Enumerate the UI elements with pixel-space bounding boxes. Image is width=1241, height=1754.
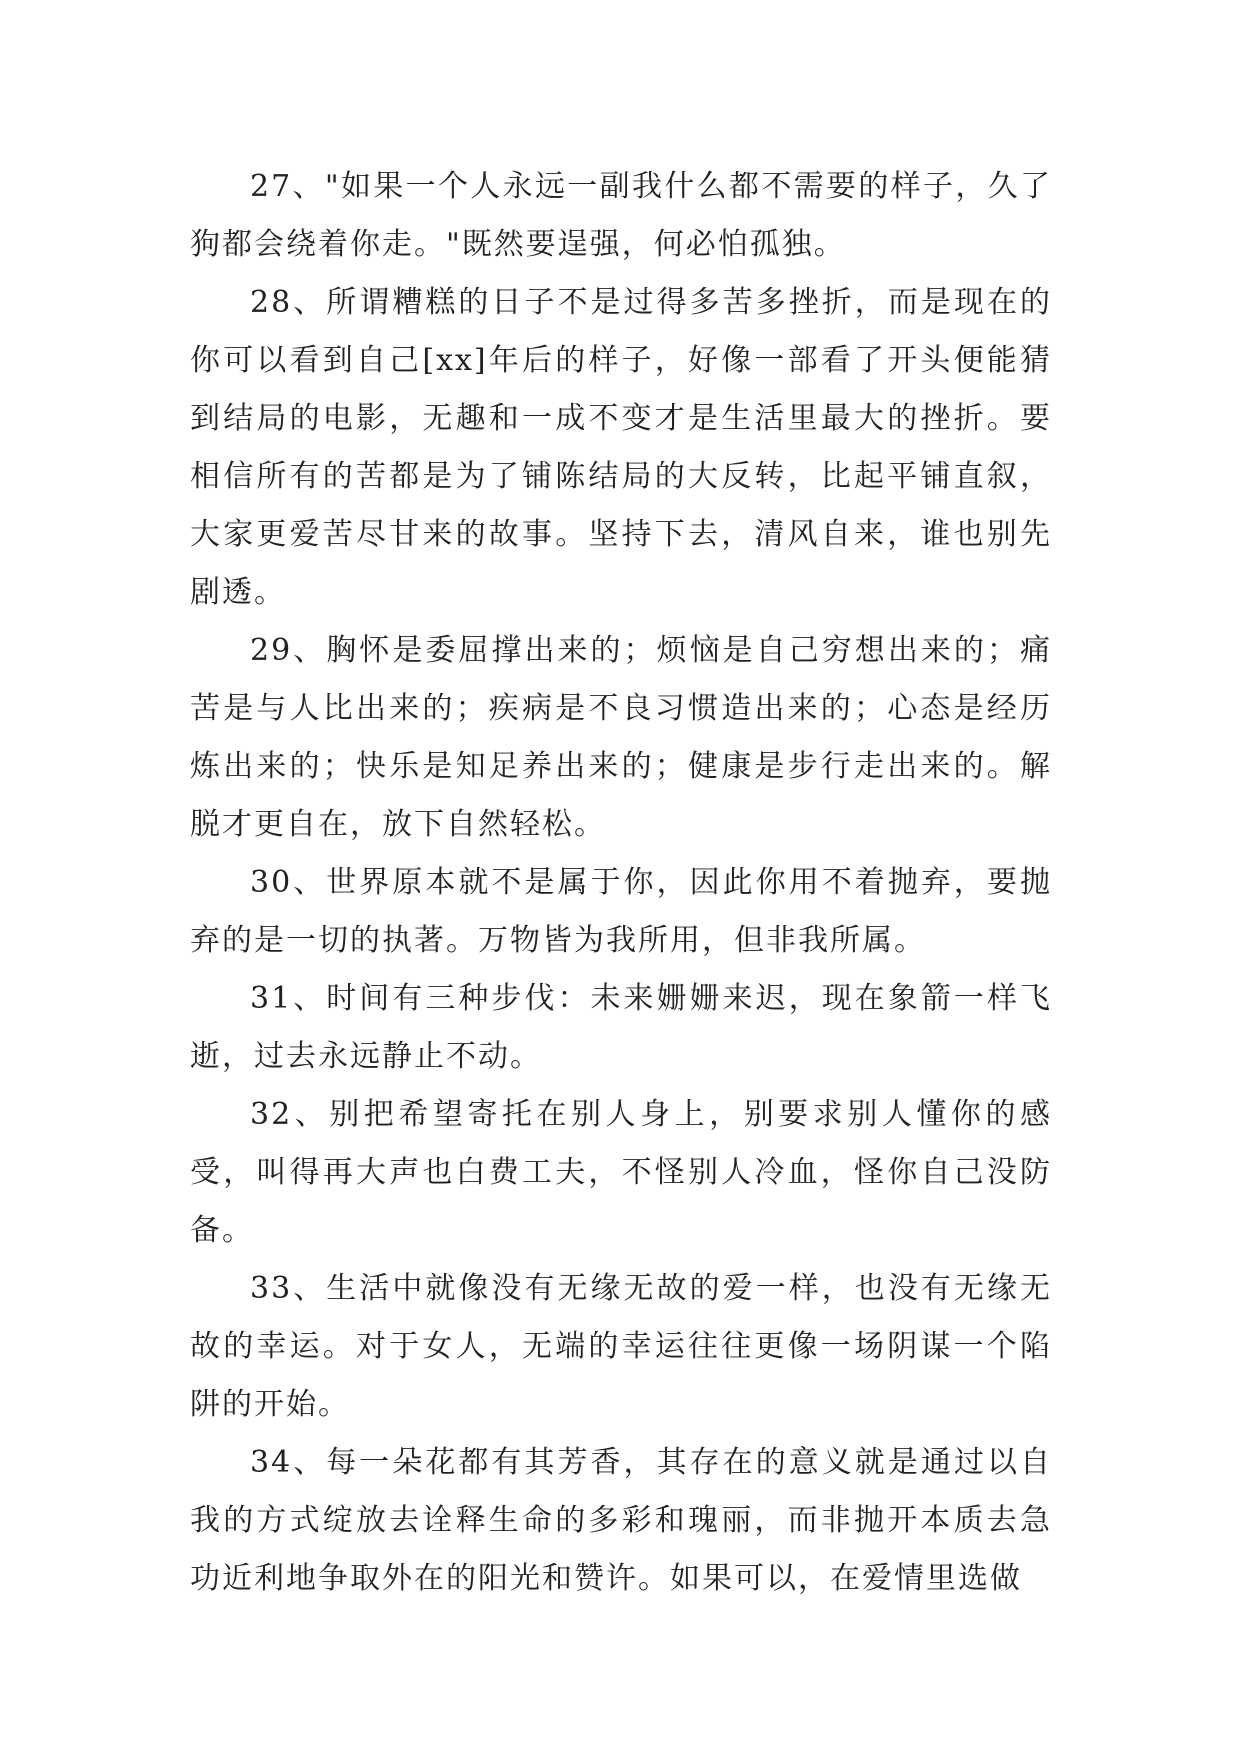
paragraph-34: 34、每一朵花都有其芳香，其存在的意义就是通过以自我的方式绽放去诠释生命的多彩和瑰丽，而非抛开本质去急功近利地争取外在的阳光和赞许。如果可以，在爱情里选做 <box>190 1445 1052 1596</box>
paragraph-29: 29、胸怀是委屈撑出来的；烦恼是自己穷想出来的；痛苦是与人比出来的；疾病是不良习惯造出来的；心态是经历炼出来的；快乐是知足养出来的；健康是步行走出来的。解脱才更自在，放下自然轻松。 <box>190 633 1052 842</box>
paragraph-31: 31、时间有三种步伐：未来姗姗来迟，现在象箭一样飞逝，过去永远静止不动。 <box>190 981 1052 1074</box>
paragraph-30: 30、世界原本就不是属于你，因此你用不着抛弃，要抛弃的是一切的执著。万物皆为我所用，但非我所属。 <box>190 865 1052 958</box>
paragraph-32: 32、别把希望寄托在别人身上，别要求别人懂你的感受，叫得再大声也白费工夫，不怪别人冷血，怪你自己没防备。 <box>190 1097 1052 1248</box>
paragraph-33: 33、生活中就像没有无缘无故的爱一样，也没有无缘无故的幸运。对于女人，无端的幸运往往更像一场阴谋一个陷阱的开始。 <box>190 1271 1052 1422</box>
paragraph-27: 27、"如果一个人永远一副我什么都不需要的样子，久了狗都会绕着你走。"既然要逞强，何必怕孤独。 <box>190 169 1052 262</box>
paragraph-28: 28、所谓糟糕的日子不是过得多苦多挫折，而是现在的你可以看到自己[xx]年后的样子，好像一部看了开头便能猜到结局的电影，无趣和一成不变才是生活里最大的挫折。要相信所有的苦都是为了铺陈结局的大反转，比起平铺直叙，大家更爱苦尽甘来的故事。坚持下去，清风自来，谁也别先剧透。 <box>190 285 1052 610</box>
document-body <box>190 158 1052 1608</box>
